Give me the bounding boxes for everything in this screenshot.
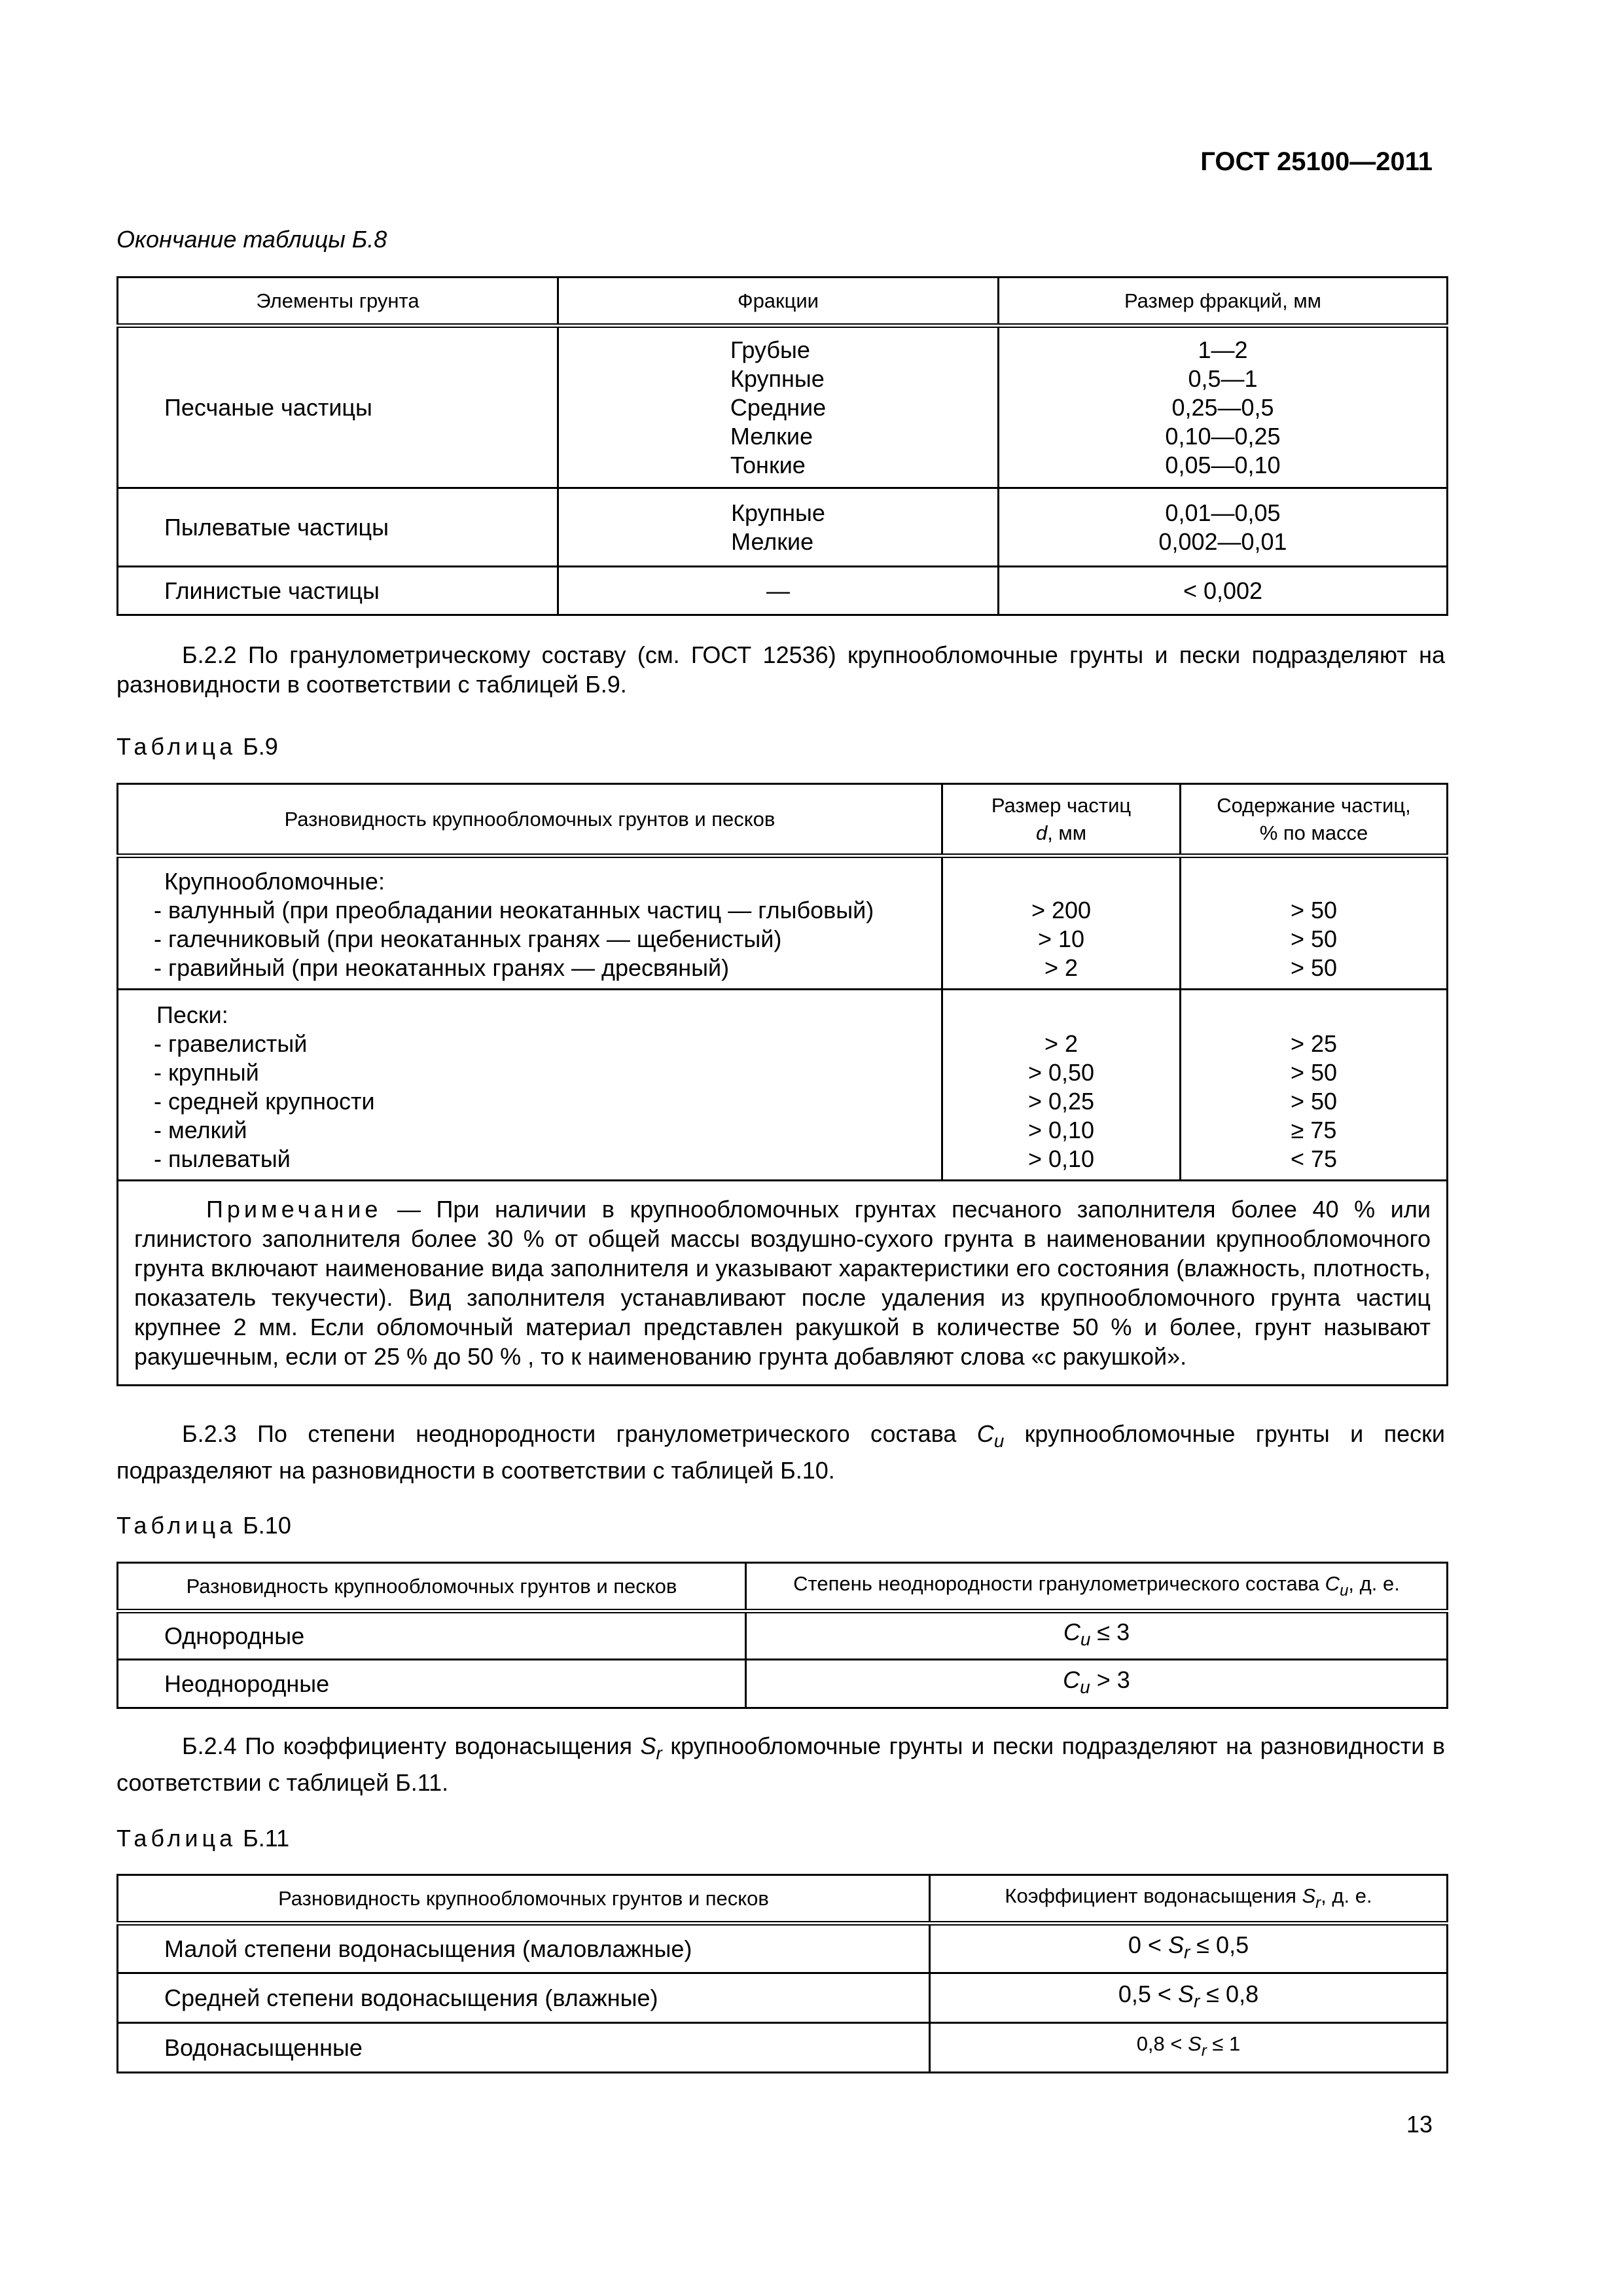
table-b8-fractions-clay: —: [558, 567, 999, 615]
list-item: Крупные: [731, 499, 825, 526]
table-b10-header-type: Разновидность крупнообломочных грунтов и песков: [118, 1563, 746, 1611]
list-item: Пески:: [156, 1001, 228, 1028]
list-item: 0,002—0,01: [1158, 528, 1287, 555]
list-item: 0,5—1: [1188, 365, 1258, 392]
list-item: > 50: [1290, 897, 1338, 924]
list-item: > 50: [1290, 925, 1338, 952]
table-b9-caption-word: Таблица: [116, 733, 237, 760]
table-b11-caption-word: Таблица: [116, 1825, 237, 1852]
table-b9-sand-sizes: [942, 990, 1181, 1181]
table-b8-fractions-silt: [558, 488, 999, 567]
list-item: Крупнообломочные:: [164, 868, 385, 895]
table-row: [118, 2023, 1448, 2073]
table-b9-note: [118, 1181, 1448, 1386]
list-item: Мелкие: [731, 528, 814, 555]
table-b9-note-label: Примечание: [206, 1196, 382, 1223]
list-item: > 2: [1044, 954, 1079, 981]
table-row: [118, 488, 1448, 567]
list-item: > 0,10: [1027, 1145, 1095, 1172]
table-b9-sand-types: [118, 990, 942, 1181]
table-b9: [116, 783, 1448, 1386]
table-b11-row-condition: $0,5 < S_r \le 0,8$: [930, 1973, 1448, 2023]
table-b10-caption: [116, 1512, 291, 1539]
list-item: Тонкие: [730, 451, 806, 478]
list-item: Мелкие: [730, 422, 813, 450]
list-item: Грубые: [730, 336, 810, 363]
table-row: [118, 1924, 1448, 1973]
list-item: ≥ 75: [1291, 1117, 1337, 1143]
table-b8-element-clay: Глинистые частицы: [118, 567, 558, 615]
table-b8-header-fractions: Фракции: [558, 278, 999, 326]
paragraph-b22-text: Б.2.2 По гранулометрическому составу (см. ГОСТ 12536) крупнообломочные грунты и пески подразделяют на разновидности в соответствии с таблицей Б.9.: [116, 641, 1445, 698]
table-b9-coarse-types: [118, 856, 942, 990]
table-row: [118, 990, 1448, 1181]
list-item: - гравийный (при неокатанных гранях — дресвяный): [154, 954, 730, 981]
list-item: > 0,10: [1027, 1117, 1095, 1143]
list-item: - мелкий: [154, 1117, 247, 1143]
list-item: > 25: [1290, 1030, 1338, 1057]
table-b11-header-type: Разновидность крупнообломочных грунтов и песков: [118, 1875, 930, 1924]
table-b8-sizes-silt: [999, 488, 1448, 567]
table-b9-header-type: Разновидность крупнообломочных грунтов и песков: [118, 784, 942, 856]
list-item: 0,05—0,10: [1165, 451, 1281, 478]
table-b11-header-sr: Коэффициент водонасыщения $S_r$, д. е.: [930, 1875, 1448, 1924]
table-b9-caption: [116, 733, 278, 761]
table-b9-caption-number: Б.9: [243, 733, 278, 760]
table-row: [118, 1973, 1448, 2023]
table-b11-caption-number: Б.11: [243, 1825, 290, 1852]
list-item: < 75: [1290, 1145, 1338, 1172]
paragraph-b24: Б.2.4 По коэффициенту водонасыщения $S_r$ крупнообломочные грунты и пески подразделяют на разновидности в соответствии с таблицей Б.11.: [116, 1732, 1446, 1796]
table-row: [118, 856, 1448, 990]
paragraph-b22: [116, 640, 1445, 699]
list-item: Средние: [730, 393, 827, 421]
list-item: > 200: [1031, 897, 1092, 924]
table-row: [118, 326, 1448, 488]
list-item: > 0,50: [1027, 1059, 1095, 1086]
list-item: - крупный: [154, 1059, 259, 1086]
table-b10-row-condition: $C_u \le 3$: [746, 1611, 1448, 1660]
table-b8: [116, 276, 1448, 616]
table-b8-element-silt: Пылеватые частицы: [118, 488, 558, 567]
list-item: > 50: [1290, 1059, 1338, 1086]
table-b9-coarse-sizes: [942, 856, 1181, 990]
table-b11-row-condition: $0,8 < S_r \le 1$: [930, 2023, 1448, 2073]
list-item: 0,10—0,25: [1165, 422, 1281, 450]
list-item: > 50: [1290, 1088, 1338, 1115]
list-item: 0,25—0,5: [1171, 393, 1274, 421]
table-b9-header-size-line1: Размер частиц: [991, 793, 1132, 817]
table-b11-row-name: Средней степени водонасыщения (влажные): [118, 1973, 930, 2023]
list-item: > 10: [1037, 925, 1085, 952]
table-b10: [116, 1562, 1448, 1709]
table-b8-header-size: Размер фракций, мм: [999, 278, 1448, 326]
document-code: ГОСТ 25100—2011: [1200, 147, 1433, 176]
page-number: 13: [1406, 2111, 1433, 2138]
table-b8-sizes-sand: [999, 326, 1448, 488]
table-b10-row-name: Неоднородные: [118, 1660, 746, 1708]
list-item: > 0,25: [1027, 1088, 1095, 1115]
list-item: > 2: [1044, 1030, 1079, 1057]
list-item: Крупные: [730, 365, 825, 392]
table-b9-sand-contents: [1181, 990, 1448, 1181]
list-item: 0,01—0,05: [1165, 499, 1281, 526]
table-b9-header-size-line2: d, мм: [1035, 821, 1087, 844]
table-b8-header-elements: Элементы грунта: [118, 278, 558, 326]
list-item: > 50: [1290, 954, 1338, 981]
list-item: - средней крупности: [154, 1088, 375, 1115]
table-b10-header-cu: Степень неоднородности гранулометрического состава $C_u$, д. е.: [746, 1563, 1448, 1611]
table-b9-header-content-line1: Содержание частиц,: [1217, 793, 1411, 817]
table-b11-row-condition: $0 < S_r \le 0,5$: [930, 1924, 1448, 1973]
table-b10-row-condition: $C_u > 3$: [746, 1660, 1448, 1708]
table-b9-coarse-contents: [1181, 856, 1448, 990]
table-b9-header-content-line2: % по массе: [1259, 821, 1368, 844]
table-row: [118, 1660, 1448, 1708]
table-b8-sizes-clay: < 0,002: [999, 567, 1448, 615]
table-b11-row-name: Водонасыщенные: [118, 2023, 930, 2073]
list-item: - валунный (при преобладании неокатанных частиц — глыбовый): [154, 897, 874, 924]
table-b9-header-content: [1181, 784, 1448, 856]
list-item: - галечниковый (при неокатанных гранях — щебенистый): [154, 925, 782, 952]
table-row: [118, 1611, 1448, 1660]
table-b9-header-size: [942, 784, 1181, 856]
table-b9-note-text: — При наличии в крупнообломочных грунтах песчаного заполнителя более 40 % или глинистого заполнителя более 30 % от общей массы воздушно-сухого грунта в наименовании крупнообломочного грунта включают наименование вида заполнителя и указывают характеристики его состояния (влажность, плотность, показатель текучести). Вид заполнителя устанавливают после удаления из крупнообломочного грунта частиц крупнее 2 мм. Если обломочный материал представлен ракушкой в количестве 50 % и более, грунт называют ракушечным, если от 25 % до 50 % , то к наименованию грунта добавляют слова «с ракушкой».: [134, 1196, 1431, 1370]
list-item: - гравелистый: [154, 1030, 308, 1057]
table-row: [118, 567, 1448, 615]
table-b10-row-name: Однородные: [118, 1611, 746, 1660]
table-b8-caption: Окончание таблицы Б.8: [116, 226, 387, 253]
table-b11-row-name: Малой степени водонасыщения (маловлажные): [118, 1924, 930, 1973]
table-b10-caption-word: Таблица: [116, 1512, 237, 1539]
list-item: - пылеватый: [154, 1145, 291, 1172]
table-b11: [116, 1874, 1448, 2073]
table-b8-element-sand: Песчаные частицы: [118, 326, 558, 488]
table-b8-fractions-sand: [558, 326, 999, 488]
list-item: 1—2: [1198, 336, 1248, 363]
table-row: [118, 1181, 1448, 1386]
table-b10-caption-number: Б.10: [243, 1512, 291, 1539]
table-b11-caption: [116, 1825, 289, 1852]
paragraph-b23: Б.2.3 По степени неоднородности гранулометрического состава $C_u$ крупнообломочные грунты и пески подразделяют на разновидности в соответствии с таблицей Б.10.: [116, 1420, 1446, 1484]
